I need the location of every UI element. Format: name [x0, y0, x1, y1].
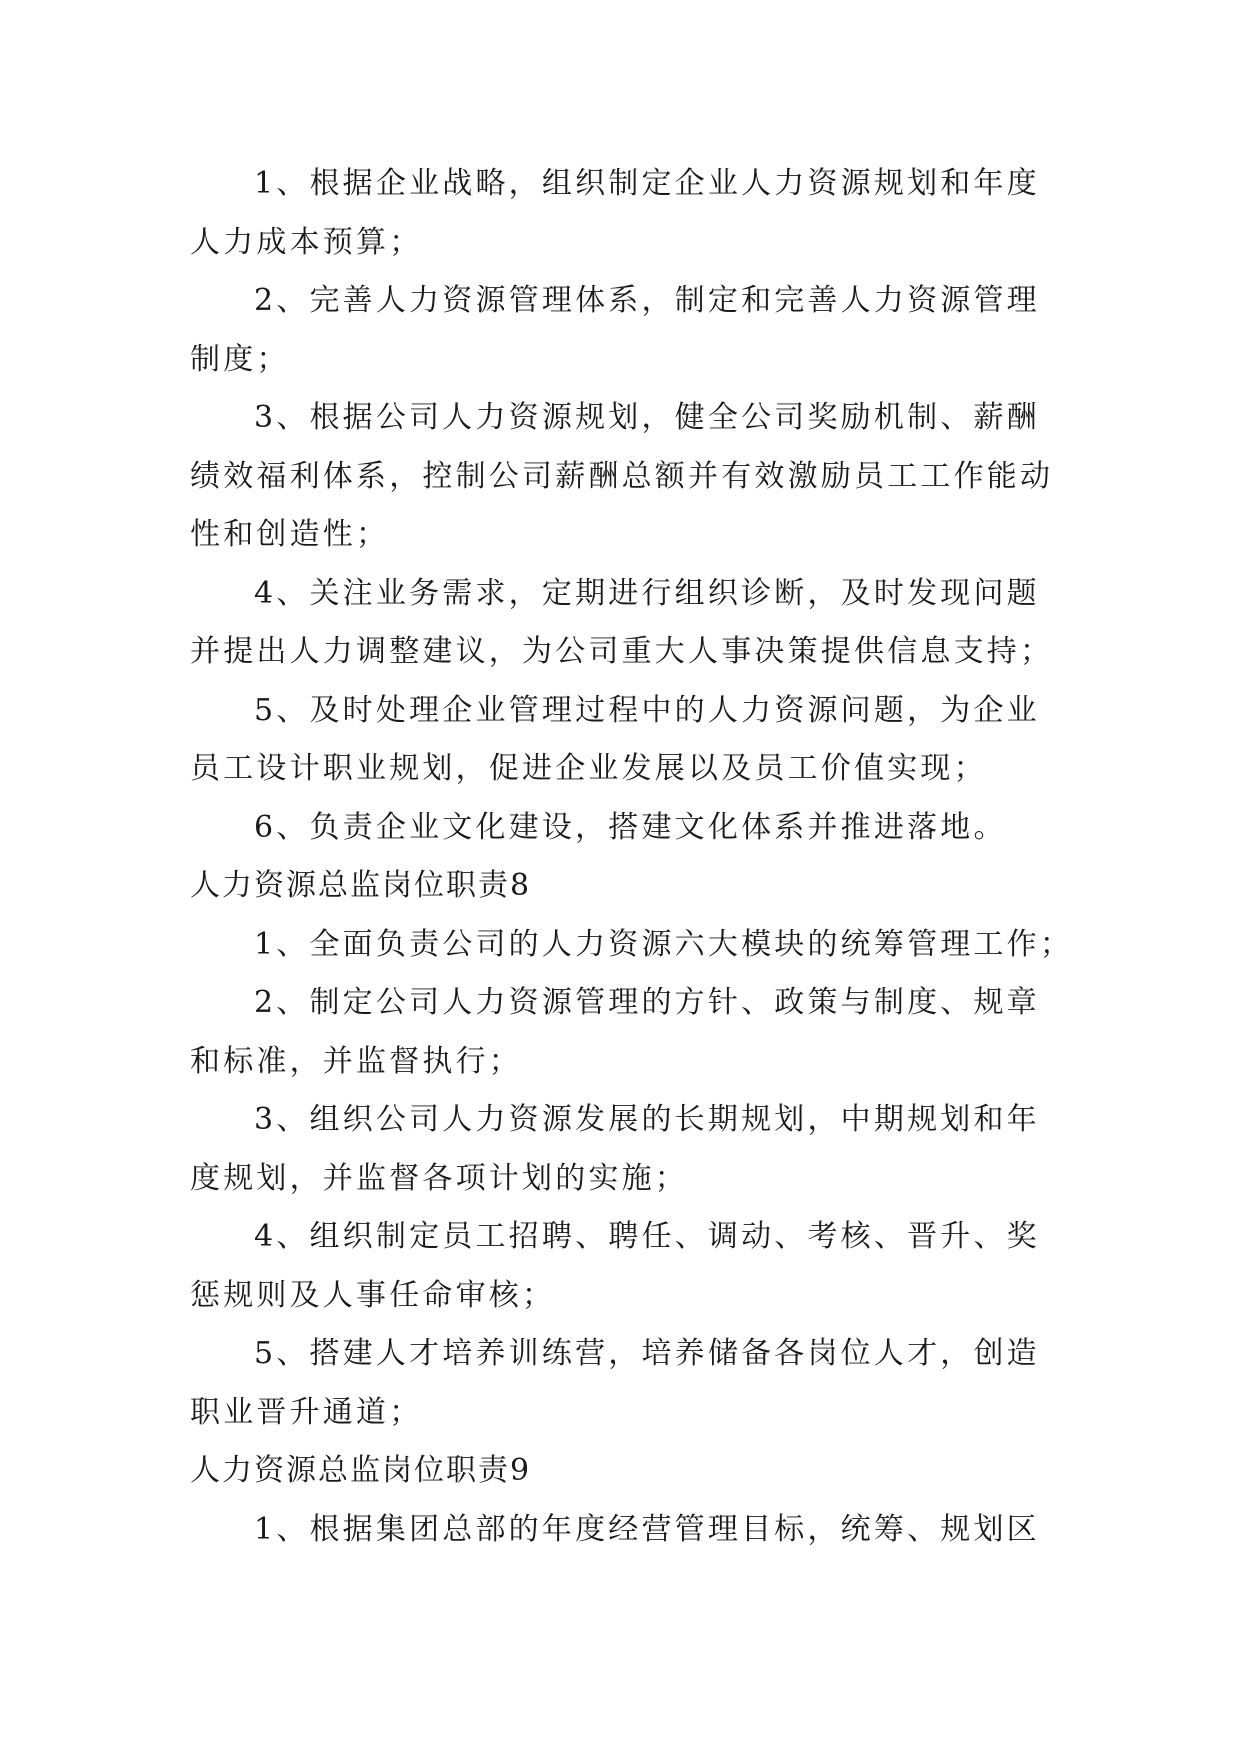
paragraph-line: 性和创造性；	[190, 517, 390, 552]
paragraph-line: 3、根据公司人力资源规划，健全公司奖励机制、薪酬	[254, 400, 1040, 435]
paragraph-line: 4、组织制定员工招聘、聘任、调动、考核、晋升、奖	[254, 1219, 1040, 1254]
section-heading: 人力资源总监岗位职责9	[190, 1453, 532, 1488]
paragraph-line: 人力成本预算；	[190, 224, 423, 260]
section-heading: 人力资源总监岗位职责8	[190, 868, 532, 903]
paragraph-line: 惩规则及人事任命审核；	[190, 1277, 556, 1313]
paragraph-line: 1、根据企业战略，组织制定企业人力资源规划和年度	[254, 166, 1040, 201]
paragraph-line: 4、关注业务需求，定期进行组织诊断，及时发现问题	[254, 575, 1040, 611]
paragraph-line: 6、负责企业文化建设，搭建文化体系并推进落地。	[254, 809, 1007, 845]
paragraph-line: 并提出人力调整建议，为公司重大人事决策提供信息支持；	[190, 634, 1054, 669]
paragraph-line: 1、全面负责公司的人力资源六大模块的统筹管理工作；	[254, 926, 1074, 962]
paragraph-line: 2、制定公司人力资源管理的方针、政策与制度、规章	[254, 985, 1040, 1020]
paragraph-line: 2、完善人力资源管理体系，制定和完善人力资源管理	[254, 283, 1040, 318]
paragraph-line: 1、根据集团总部的年度经营管理目标，统筹、规划区	[254, 1511, 1040, 1547]
paragraph-line: 5、搭建人才培养训练营，培养储备各岗位人才，创造	[254, 1336, 1040, 1371]
paragraph-line: 度规划，并监督各项计划的实施；	[190, 1160, 688, 1196]
paragraph-line: 和标准，并监督执行；	[190, 1043, 522, 1079]
document-body	[190, 155, 1074, 1559]
paragraph-line: 职业晋升通道；	[190, 1394, 423, 1430]
paragraph-line: 3、组织公司人力资源发展的长期规划，中期规划和年	[254, 1102, 1040, 1137]
paragraph-line: 制度；	[190, 341, 290, 377]
paragraph-line: 员工设计职业规划，促进企业发展以及员工价值实现；	[190, 751, 987, 786]
paragraph-line: 5、及时处理企业管理过程中的人力资源问题，为企业	[254, 692, 1040, 728]
paragraph-line: 绩效福利体系，控制公司薪酬总额并有效激励员工工作能动	[190, 458, 1054, 494]
